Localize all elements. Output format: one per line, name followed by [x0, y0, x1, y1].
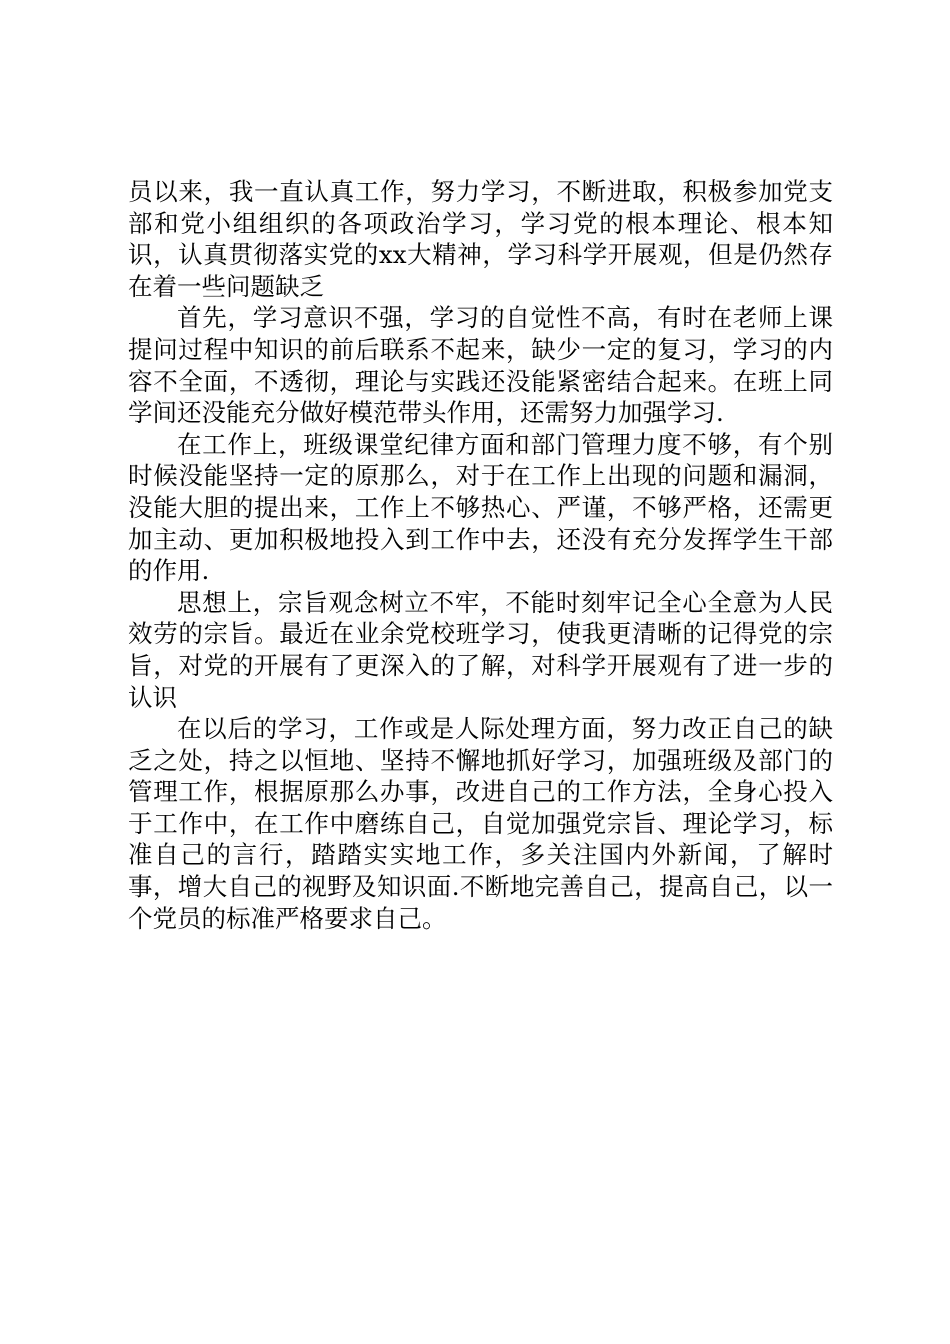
paragraph-work: 在工作上，班级课堂纪律方面和部门管理力度不够，有个别时候没能坚持一定的原那么，对于在工作上出现的问题和漏洞，没能大胆的提出来，工作上不够热心、严谨，不够严格，还需更加主动、更加积极地投入到工作中去，还没有充分发挥学生干部的作用. [128, 429, 833, 586]
paragraph-study-awareness: 首先，学习意识不强，学习的自觉性不高，有时在老师上课提问过程中知识的前后联系不起来，缺少一定的复习，学习的内容不全面，不透彻，理论与实践还没能紧密结合起来。在班上同学间还没能充分做好模范带头作用，还需努力加强学习. [128, 303, 833, 428]
paragraph-future-plan: 在以后的学习，工作或是人际处理方面，努力改正自己的缺乏之处，持之以恒地、坚持不懈地抓好学习，加强班级及部门的管理工作，根据原那么办事，改进自己的工作方法，全身心投入于工作中，在工作中磨练自己，自觉加强党宗旨、理论学习，标准自己的言行，踏踏实实地工作，多关注国内外新闻，了解时事，增大自己的视野及知识面.不断地完善自己，提高自己，以一个党员的标准严格要求自己。 [128, 714, 833, 933]
paragraph-thought: 思想上，宗旨观念树立不牢，不能时刻牢记全心全意为人民效劳的宗旨。最近在业余党校班学习，使我更清晰的记得党的宗旨，对党的开展有了更深入的了解，对科学开展观有了进一步的认识 [128, 587, 833, 712]
document-body [128, 176, 833, 934]
paragraph-continuation: 员以来，我一直认真工作，努力学习，不断进取，积极参加党支部和党小组组织的各项政治学习，学习党的根本理论、根本知识，认真贯彻落实党的xx大精神，学习科学开展观，但是仍然存在着一些问题缺乏 [128, 177, 833, 301]
